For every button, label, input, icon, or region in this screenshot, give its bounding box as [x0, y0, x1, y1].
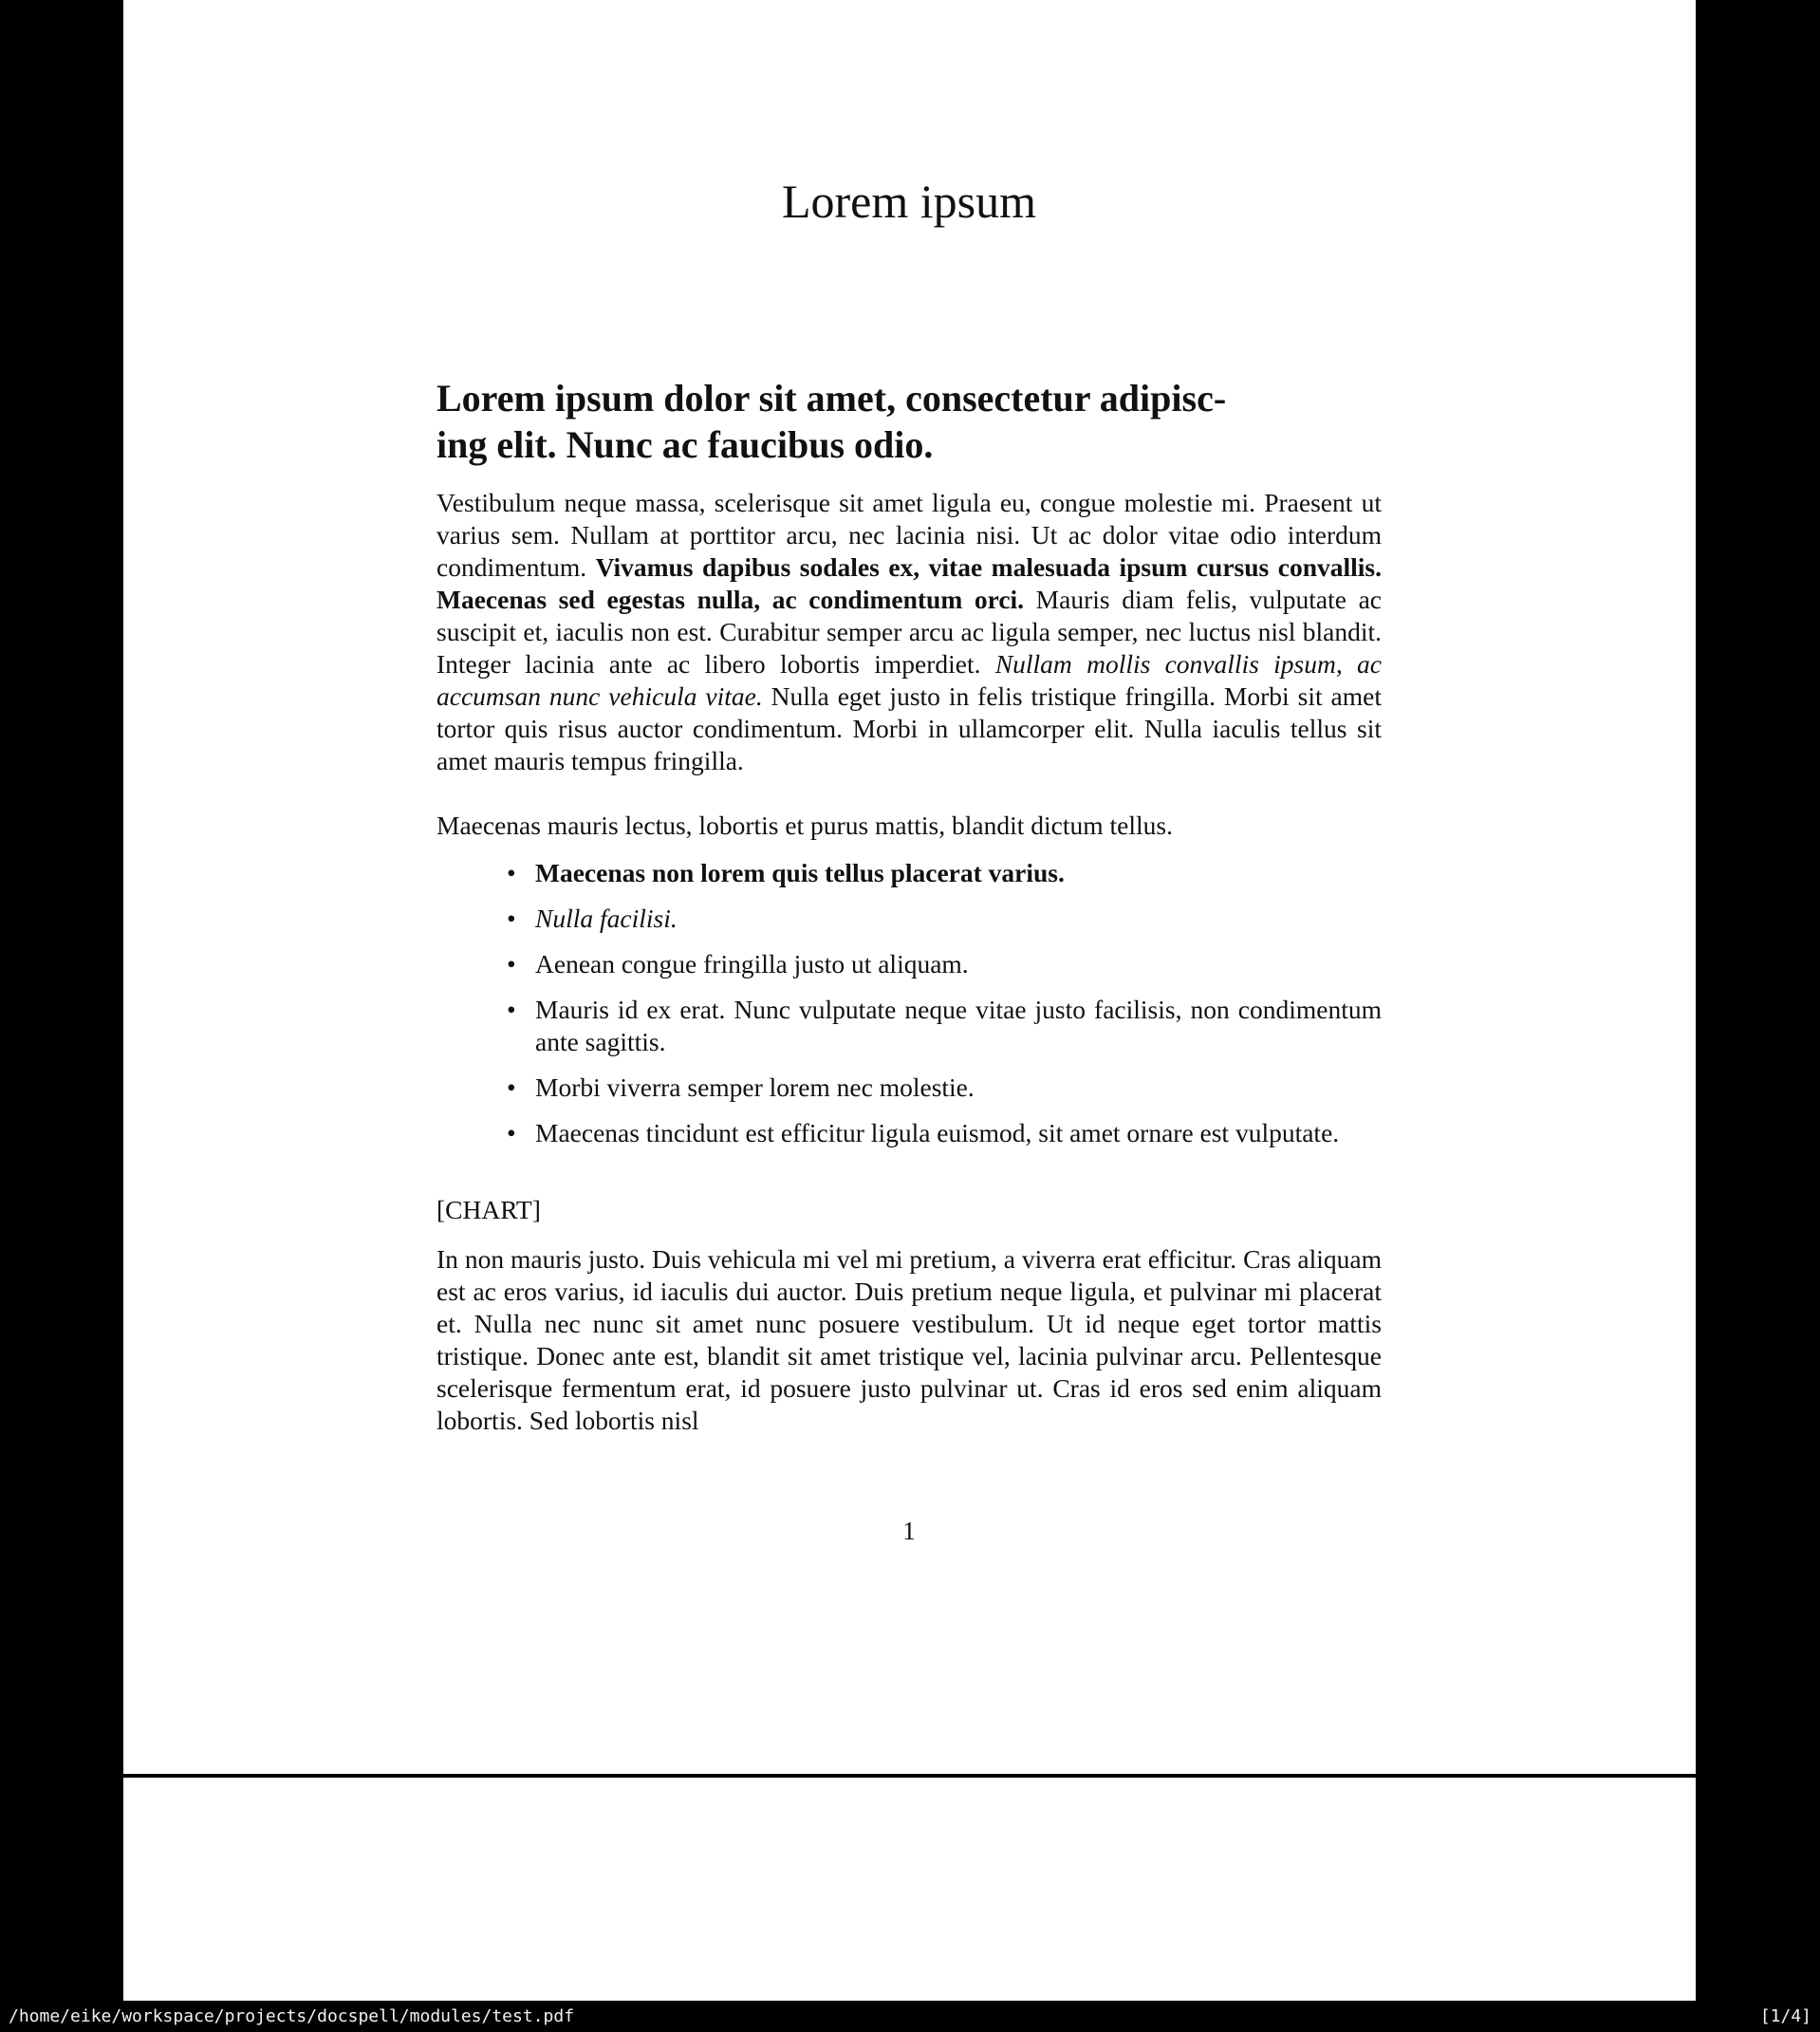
bullet-icon: •: [507, 949, 516, 979]
statusbar-file-path: /home/eike/workspace/projects/docspell/modules/test.pdf: [9, 2006, 575, 2026]
paragraph-3: In non mauris justo. Duis vehicula mi vel mi pretium, a viverra erat efficitur. Cras aliquam est ac eros varius, id iaculis dui auctor. Duis pretium neque ligula, et pulvinar mi placerat et. Nulla nec nunc sit amet nunc posuere vestibulum. Ut id neque eget tortor mattis tristique. Donec ante est, blandit sit amet tristique vel, lacinia pulvinar arcu. Pellentesque scelerisque fermentum erat, id posuere justo pulvinar ut. Cras id eros sed enim aliquam lobortis. Sed lobortis nisl: [436, 1244, 1382, 1435]
text-column: [436, 0, 1382, 1774]
list-item: [436, 1072, 1382, 1104]
list-item-text: Mauris id ex erat. Nunc vulputate neque vitae justo facilisis, non condimentum ante sagittis.: [535, 995, 1382, 1056]
list-item: [436, 994, 1382, 1058]
paragraph-1: [436, 487, 1382, 777]
bullet-icon: •: [507, 858, 516, 887]
bullet-icon: •: [507, 1118, 516, 1147]
paragraph-2: Maecenas mauris lectus, lobortis et purus mattis, blandit dictum tellus.: [436, 811, 1173, 840]
bullet-icon: •: [507, 1072, 516, 1102]
list-item-text: Aenean congue fringilla justo ut aliquam.: [535, 949, 969, 979]
paragraph-1-run-bold: Vivamus dapibus sodales ex, vitae malesuada ipsum cursus convallis. Maecenas sed egestas nulla, ac condimentum orci.: [436, 552, 1382, 614]
statusbar-page-indicator: [1/4]: [1759, 2006, 1811, 2026]
paragraph-1-run-italic: Nullam mollis convallis ipsum, ac accumsan nunc vehicula vitae.: [436, 649, 1382, 711]
section-heading-line-2: ing elit. Nunc ac faucibus odio.: [436, 422, 934, 466]
section-heading: [436, 376, 1382, 469]
document-page-2[interactable]: [123, 1778, 1696, 2032]
section-heading-line-1: Lorem ipsum dolor sit amet, consectetur adipisc-: [436, 377, 1227, 419]
list-item: [436, 948, 1382, 980]
chart-placeholder: [CHART]: [436, 1195, 541, 1224]
bullet-list: [436, 857, 1382, 1163]
statusbar: [0, 2001, 1820, 2032]
list-item-text: Maecenas non lorem quis tellus placerat varius.: [535, 858, 1065, 887]
bullet-icon: •: [507, 904, 516, 933]
list-item-text: Nulla facilisi.: [535, 904, 678, 933]
list-item-text: Morbi viverra semper lorem nec molestie.: [535, 1072, 975, 1102]
paragraph-1-run-normal: Vestibulum neque massa, scelerisque sit amet ligula eu, congue molestie mi. Praesent ut varius sem. Nullam at porttitor arcu, nec lacinia nisi. Ut ac dolor vitae odio interdum condimentum.: [436, 488, 1382, 582]
document-title: Lorem ipsum: [781, 175, 1037, 228]
page-number: 1: [902, 1516, 916, 1545]
list-item: [436, 1117, 1382, 1149]
paragraph-1-run-normal: Mauris diam felis, vulputate ac suscipit et, iaculis non est. Curabitur semper arcu ac ligula semper, nec luctus nisl blandit. Integer lacinia ante ac libero lobortis imperdiet.: [436, 585, 1382, 679]
list-item: [436, 857, 1382, 889]
document-page-1[interactable]: [123, 0, 1696, 1774]
bullet-icon: •: [507, 995, 516, 1024]
list-item: [436, 903, 1382, 935]
list-item-text: Maecenas tincidunt est efficitur ligula euismod, sit amet ornare est vulputate.: [535, 1118, 1340, 1147]
paragraph-1-run-normal: Nulla eget justo in felis tristique fringilla. Morbi sit amet tortor quis risus auctor condimentum. Morbi in ullamcorper elit. Nulla iaculis tellus sit amet mauris tempus fringilla.: [436, 681, 1382, 775]
